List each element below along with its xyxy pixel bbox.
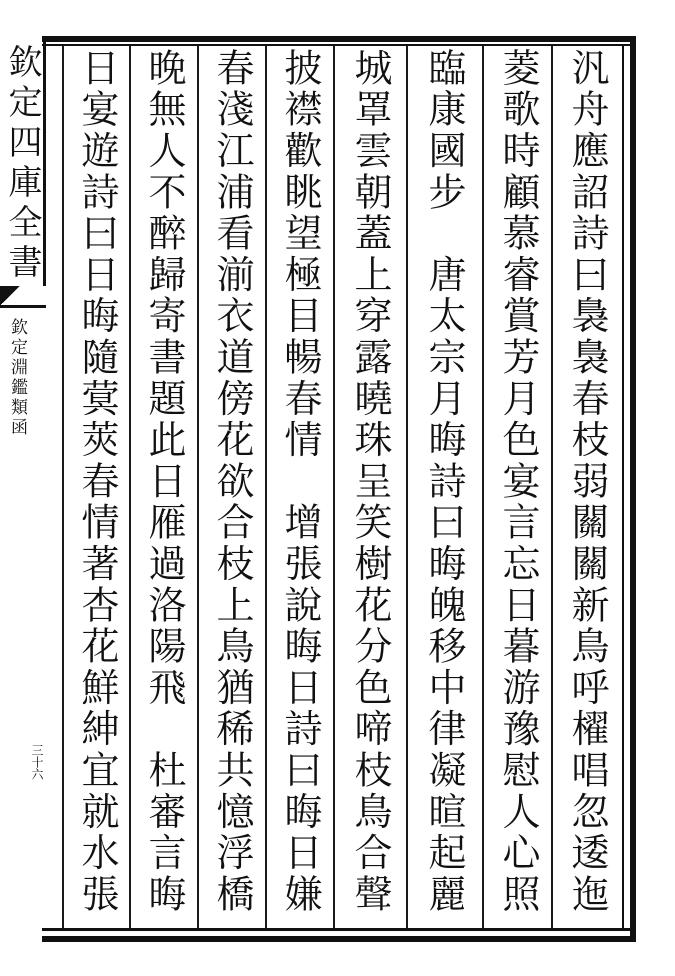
fish-tail-mark xyxy=(0,286,46,308)
text-column-6: 春淺江浦看湔衣道傍花欲合枝上鳥猶稀共憶浮橋 xyxy=(210,48,254,916)
right-inner-rule xyxy=(622,44,624,930)
column-divider xyxy=(62,46,64,928)
top-rule xyxy=(42,44,636,46)
bottom-rule xyxy=(42,928,636,931)
text-column-8: 日宴遊詩曰日晦隨蓂莢春情著杏花鮮紳宜就水張 xyxy=(75,48,119,916)
text-column-3: 臨康國步 唐太宗月晦詩曰晦魄移中律凝暄起麗 xyxy=(422,48,466,916)
column-divider xyxy=(406,46,408,928)
adjacent-page-text: 欽定四庫全書 xyxy=(2,44,42,284)
column-divider xyxy=(333,46,335,928)
text-column-1: 汎舟應詔詩曰裊裊春枝弱關關新鳥呼櫂唱忽逶迤 xyxy=(565,48,609,916)
column-divider xyxy=(129,46,131,928)
column-divider xyxy=(482,46,484,928)
text-column-7: 晚無人不醉歸寄書題此日雁過洛陽飛 杜審言晦 xyxy=(142,48,186,916)
text-column-5: 披襟歡眺望極目暢春情 增張說晦日詩曰晦日嫌 xyxy=(278,48,322,916)
text-column-2: 菱歌時顧慕睿賞芳月色宴言忘日暮游豫慰人心照 xyxy=(496,48,540,916)
page-number: 三十六 xyxy=(30,744,44,780)
column-divider xyxy=(197,46,199,928)
adjacent-page-fragment xyxy=(0,36,46,286)
column-divider xyxy=(551,46,553,928)
margin-book-title: 欽定淵鑑類函 xyxy=(7,318,27,438)
column-divider xyxy=(265,46,267,928)
text-column-4: 城罩雲朝蓋上穿露曉珠呈笑樹花分色啼枝鳥合聲 xyxy=(348,48,392,916)
